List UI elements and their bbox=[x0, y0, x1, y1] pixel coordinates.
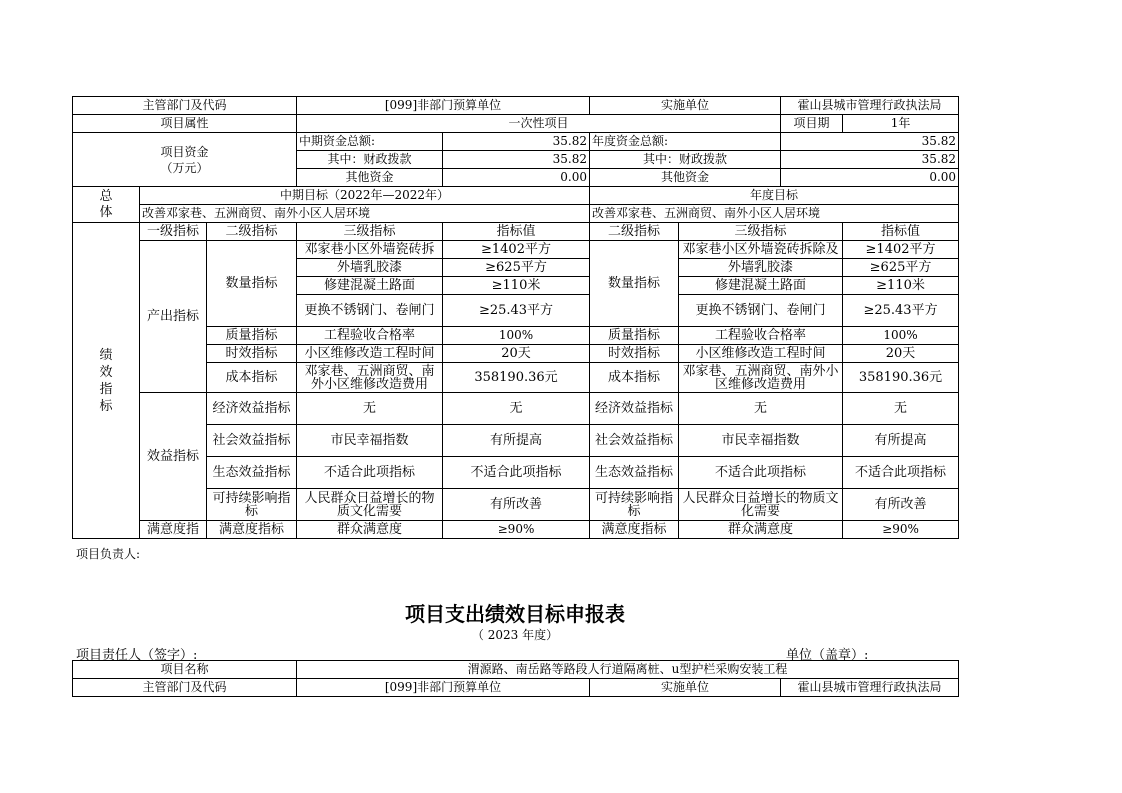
form-year: （ 2023 年度） bbox=[471, 628, 559, 642]
year-goal: 改善邓家巷、五洲商贸、南外小区人居环境 bbox=[590, 205, 959, 223]
sat-l2-year: 满意度指标 bbox=[590, 521, 679, 539]
mid-other: 0.00 bbox=[443, 169, 590, 187]
sat-year: 群众满意度 bbox=[679, 521, 843, 539]
qty2-year-val: ≥625平方 bbox=[843, 259, 959, 277]
eco-year-val: 不适合此项指标 bbox=[843, 457, 959, 489]
hdr-val-mid: 指标值 bbox=[443, 223, 590, 241]
hdr-val-year: 指标值 bbox=[843, 223, 959, 241]
eco-year: 不适合此项指标 bbox=[679, 457, 843, 489]
perf-label-3: 指 bbox=[99, 381, 113, 397]
qty3-mid-val: ≥110米 bbox=[443, 277, 590, 295]
qty3-year-val: ≥110米 bbox=[843, 277, 959, 295]
cost-year-val: 358190.36元 bbox=[843, 363, 959, 393]
sat-l2-mid: 满意度指标 bbox=[207, 521, 297, 539]
econ-mid-val: 无 bbox=[443, 393, 590, 425]
cost-year: 邓家巷、五洲商贸、南外小区维修改造费用 bbox=[679, 363, 843, 393]
impl-value: 霍山县城市管理行政执法局 bbox=[781, 97, 959, 115]
sus-mid-val: 有所改善 bbox=[443, 489, 590, 521]
year-other-label: 其他资金 bbox=[590, 169, 781, 187]
benefit-label: 效益指标 bbox=[140, 393, 207, 521]
form-title: 项目支出绩效目标申报表 bbox=[405, 602, 625, 626]
qty1-year: 邓家巷小区外墙瓷砖拆除及 bbox=[679, 241, 843, 259]
qty4-year-val: ≥25.43平方 bbox=[843, 295, 959, 327]
eco-mid: 不适合此项指标 bbox=[297, 457, 443, 489]
time-l2-year: 时效指标 bbox=[590, 345, 679, 363]
soc-mid-val: 有所提高 bbox=[443, 425, 590, 457]
perf-label-4: 标 bbox=[99, 398, 113, 414]
performance-table bbox=[72, 96, 959, 539]
impl-label-2: 实施单位 bbox=[590, 679, 781, 697]
qual-mid: 工程验收合格率 bbox=[297, 327, 443, 345]
satisf-l1: 满意度指 bbox=[140, 521, 207, 539]
sat-mid-val: ≥90% bbox=[443, 521, 590, 539]
overall-label-1: 总 bbox=[99, 188, 113, 204]
soc-year: 市民幸福指数 bbox=[679, 425, 843, 457]
hdr-l1: 一级指标 bbox=[140, 223, 207, 241]
soc-l2-mid: 社会效益指标 bbox=[207, 425, 297, 457]
hdr-l3-mid: 三级指标 bbox=[297, 223, 443, 241]
qual-year-val: 100% bbox=[843, 327, 959, 345]
qty-l2-mid: 数量指标 bbox=[207, 241, 297, 327]
qual-mid-val: 100% bbox=[443, 327, 590, 345]
mid-fiscal-label: 其中：财政拨款 bbox=[297, 151, 443, 169]
mid-total-label: 中期资金总额: bbox=[297, 133, 443, 151]
year-fiscal-label: 其中：财政拨款 bbox=[590, 151, 781, 169]
perf-label-2: 效 bbox=[99, 364, 113, 380]
year-total: 35.82 bbox=[781, 133, 959, 151]
perf-label-1: 绩 bbox=[99, 347, 113, 363]
year-other: 0.00 bbox=[781, 169, 959, 187]
attr-value: 一次性项目 bbox=[297, 115, 781, 133]
qual-l2-year: 质量指标 bbox=[590, 327, 679, 345]
dept-value-2: [099]非部门预算单位 bbox=[297, 679, 590, 697]
cost-l2-mid: 成本指标 bbox=[207, 363, 297, 393]
eco-l2-mid: 生态效益指标 bbox=[207, 457, 297, 489]
sus-year-val: 有所改善 bbox=[843, 489, 959, 521]
qual-year: 工程验收合格率 bbox=[679, 327, 843, 345]
fund-label bbox=[73, 133, 297, 187]
qual-l2-mid: 质量指标 bbox=[207, 327, 297, 345]
qty2-mid: 外墙乳胶漆 bbox=[297, 259, 443, 277]
time-mid-val: 20天 bbox=[443, 345, 590, 363]
qty1-mid: 邓家巷小区外墙瓷砖拆 bbox=[297, 241, 443, 259]
fund-label-text: 项目资金 bbox=[160, 144, 209, 159]
qty2-mid-val: ≥625平方 bbox=[443, 259, 590, 277]
dept-value: [099]非部门预算单位 bbox=[297, 97, 590, 115]
cost-mid: 邓家巷、五洲商贸、南外小区维修改造费用 bbox=[297, 363, 443, 393]
qty2-year: 外墙乳胶漆 bbox=[679, 259, 843, 277]
year-total-label: 年度资金总额: bbox=[590, 133, 781, 151]
eco-l2-year: 生态效益指标 bbox=[590, 457, 679, 489]
sus-year: 人民群众日益增长的物质文化需要 bbox=[679, 489, 843, 521]
time-year-val: 20天 bbox=[843, 345, 959, 363]
cost-mid-val: 358190.36元 bbox=[443, 363, 590, 393]
econ-mid: 无 bbox=[297, 393, 443, 425]
dept-label-2: 主管部门及代码 bbox=[73, 679, 297, 697]
impl-value-2: 霍山县城市管理行政执法局 bbox=[781, 679, 959, 697]
output-label: 产出指标 bbox=[140, 241, 207, 393]
unit-label: 单位（盖章）: bbox=[786, 648, 869, 663]
eco-mid-val: 不适合此项指标 bbox=[443, 457, 590, 489]
overall-label-2: 体 bbox=[99, 204, 113, 220]
mid-total: 35.82 bbox=[443, 133, 590, 151]
time-year: 小区维修改造工程时间 bbox=[679, 345, 843, 363]
period-label: 项目期 bbox=[781, 115, 843, 133]
person-label: 项目负责人: bbox=[76, 547, 141, 561]
cost-l2-year: 成本指标 bbox=[590, 363, 679, 393]
impl-label: 实施单位 bbox=[590, 97, 781, 115]
mid-goal-label: 中期目标（2022年—2022年） bbox=[140, 187, 590, 205]
hdr-l2: 二级指标 bbox=[207, 223, 297, 241]
year-goal-label: 年度目标 bbox=[590, 187, 959, 205]
sus-l2-year: 可持续影响指标 bbox=[590, 489, 679, 521]
qty3-mid: 修建混凝土路面 bbox=[297, 277, 443, 295]
attr-label: 项目属性 bbox=[73, 115, 297, 133]
econ-l2-year: 经济效益指标 bbox=[590, 393, 679, 425]
name-label: 项目名称 bbox=[73, 661, 297, 679]
perf-label bbox=[73, 223, 140, 539]
qty4-year: 更换不锈钢门、卷闸门 bbox=[679, 295, 843, 327]
qty-l2-year: 数量指标 bbox=[590, 241, 679, 327]
soc-l2-year: 社会效益指标 bbox=[590, 425, 679, 457]
qty4-mid-val: ≥25.43平方 bbox=[443, 295, 590, 327]
fund-unit: （万元） bbox=[160, 160, 209, 175]
name-value: 渭源路、南岳路等路段人行道隔离桩、u型护栏采购安装工程 bbox=[297, 661, 959, 679]
qty4-mid: 更换不锈钢门、卷闸门 bbox=[297, 295, 443, 327]
dept-label: 主管部门及代码 bbox=[73, 97, 297, 115]
qty3-year: 修建混凝土路面 bbox=[679, 277, 843, 295]
mid-goal: 改善邓家巷、五洲商贸、南外小区人居环境 bbox=[140, 205, 590, 223]
econ-year: 无 bbox=[679, 393, 843, 425]
qty1-year-val: ≥1402平方 bbox=[843, 241, 959, 259]
sat-mid: 群众满意度 bbox=[297, 521, 443, 539]
year-fiscal: 35.82 bbox=[781, 151, 959, 169]
overall-label bbox=[73, 187, 140, 223]
hdr-l2-year: 二级指标 bbox=[590, 223, 679, 241]
mid-fiscal: 35.82 bbox=[443, 151, 590, 169]
sus-l2-mid: 可持续影响指标 bbox=[207, 489, 297, 521]
responsible-label: 项目责任人（签字）: bbox=[76, 648, 198, 663]
qty1-mid-val: ≥1402平方 bbox=[443, 241, 590, 259]
time-mid: 小区维修改造工程时间 bbox=[297, 345, 443, 363]
sat-year-val: ≥90% bbox=[843, 521, 959, 539]
soc-year-val: 有所提高 bbox=[843, 425, 959, 457]
econ-l2-mid: 经济效益指标 bbox=[207, 393, 297, 425]
period-value: 1年 bbox=[843, 115, 959, 133]
hdr-l3-year: 三级指标 bbox=[679, 223, 843, 241]
project-info-table bbox=[72, 660, 959, 697]
mid-other-label: 其他资金 bbox=[297, 169, 443, 187]
time-l2-mid: 时效指标 bbox=[207, 345, 297, 363]
soc-mid: 市民幸福指数 bbox=[297, 425, 443, 457]
econ-year-val: 无 bbox=[843, 393, 959, 425]
sus-mid: 人民群众日益增长的物质文化需要 bbox=[297, 489, 443, 521]
